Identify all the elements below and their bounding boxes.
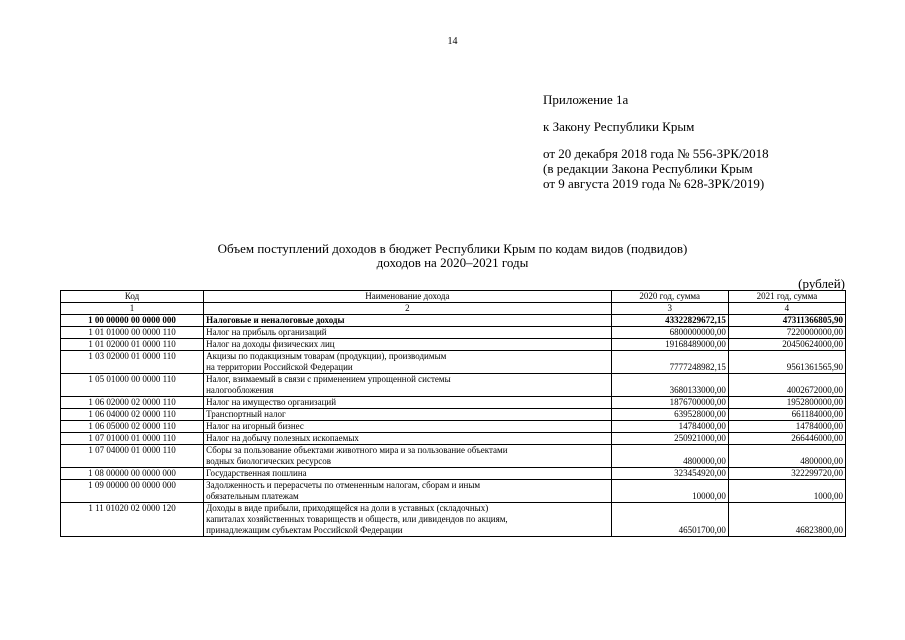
income-name [204, 397, 612, 409]
income-code: 1 06 02000 02 0000 110 [61, 397, 204, 409]
table-row [61, 351, 846, 374]
header-2021: 2021 год, сумма [728, 291, 845, 303]
income-code: 1 06 05000 02 0000 110 [61, 421, 204, 433]
income-code: 1 08 00000 00 0000 000 [61, 468, 204, 480]
amount-2021: 266446000,00 [728, 433, 845, 445]
table-row [61, 397, 846, 409]
income-name-line: Сборы за пользование объектами животного мира и за пользование объектами [206, 445, 508, 455]
table-row [61, 480, 846, 503]
income-name-line: Налог на имущество организаций [206, 397, 337, 407]
income-name-line: Государственная пошлина [206, 468, 307, 478]
appendix-edition-date: от 9 августа 2019 года № 628-ЗРК/2019) [543, 176, 765, 191]
document-title-line2: доходов на 2020–2021 годы [376, 255, 529, 270]
table-row [61, 421, 846, 433]
table-row [61, 503, 846, 537]
income-name [204, 503, 612, 537]
table-row [61, 339, 846, 351]
amount-2021: 322299720,00 [728, 468, 845, 480]
amount-2020: 43322829672,15 [611, 315, 728, 327]
table-row [61, 409, 846, 421]
income-code: 1 00 00000 00 0000 000 [61, 315, 204, 327]
income-name-line: Налог на доходы физических лиц [206, 339, 335, 349]
income-name [204, 409, 612, 421]
income-name [204, 374, 612, 397]
table-header-row [61, 291, 846, 303]
income-name-line: Налог, взимаемый в связи с применением упрощенной системы [206, 374, 451, 384]
amount-2021: 9561361565,90 [728, 351, 845, 374]
units-label: (рублей) [798, 276, 845, 291]
income-name-line: Налог на прибыль организаций [206, 327, 327, 337]
income-name [204, 433, 612, 445]
table-row [61, 445, 846, 468]
amount-2021: 47311366805,90 [728, 315, 845, 327]
amount-2020: 7777248982,15 [611, 351, 728, 374]
income-code: 1 01 01000 00 0000 110 [61, 327, 204, 339]
income-name [204, 445, 612, 468]
income-name [204, 339, 612, 351]
amount-2020: 3680133000,00 [611, 374, 728, 397]
table-row [61, 315, 846, 327]
income-name-line: Доходы в виде прибыли, приходящейся на доли в уставных (складочных) [206, 503, 489, 513]
amount-2020: 639528000,00 [611, 409, 728, 421]
amount-2020: 10000,00 [611, 480, 728, 503]
income-name-line: Транспортный налог [206, 409, 286, 419]
income-code: 1 07 04000 01 0000 110 [61, 445, 204, 468]
column-number: 1 [61, 303, 204, 315]
document-title [0, 242, 905, 270]
income-code: 1 01 02000 01 0000 110 [61, 339, 204, 351]
amount-2020: 4800000,00 [611, 445, 728, 468]
income-name-line: на территории Российской Федерации [206, 362, 353, 372]
amount-2020: 323454920,00 [611, 468, 728, 480]
income-name-line: принадлежащим субъектам Российской Федерации [206, 525, 403, 535]
income-name [204, 315, 612, 327]
page-number: 14 [447, 36, 458, 47]
income-name-line: Налоговые и неналоговые доходы [206, 315, 345, 325]
income-name-line: обязательным платежам [206, 491, 299, 501]
income-name-line: Задолженность и перерасчеты по отмененным налогам, сборам и иным [206, 480, 481, 490]
income-name [204, 351, 612, 374]
income-code: 1 09 00000 00 0000 000 [61, 480, 204, 503]
amount-2020: 19168489000,00 [611, 339, 728, 351]
table-row [61, 374, 846, 397]
appendix-law-date: от 20 декабря 2018 года № 556-ЗРК/2018 [543, 146, 769, 161]
income-code: 1 07 01000 01 0000 110 [61, 433, 204, 445]
income-code: 1 11 01020 02 0000 120 [61, 503, 204, 537]
appendix-block [543, 92, 769, 191]
income-name [204, 327, 612, 339]
amount-2021: 46823800,00 [728, 503, 845, 537]
header-name: Наименование дохода [204, 291, 612, 303]
income-name-line: Акцизы по подакцизным товарам (продукции), производимым [206, 351, 447, 361]
appendix-edition-line: (в редакции Закона Республики Крым [543, 161, 753, 176]
table-row [61, 433, 846, 445]
column-number: 2 [204, 303, 612, 315]
amount-2021: 20450624000,00 [728, 339, 845, 351]
amount-2021: 14784000,00 [728, 421, 845, 433]
table-row [61, 327, 846, 339]
amount-2020: 14784000,00 [611, 421, 728, 433]
table-column-numbers-row [61, 303, 846, 315]
amount-2020: 1876700000,00 [611, 397, 728, 409]
income-name [204, 421, 612, 433]
column-number: 3 [611, 303, 728, 315]
header-2020: 2020 год, сумма [611, 291, 728, 303]
income-table [60, 290, 846, 537]
amount-2021: 4002672000,00 [728, 374, 845, 397]
table-row [61, 468, 846, 480]
document-title-line1: Объем поступлений доходов в бюджет Республики Крым по кодам видов (подвидов) [217, 241, 688, 256]
amount-2021: 7220000000,00 [728, 327, 845, 339]
income-name-line: Налог на игорный бизнес [206, 421, 304, 431]
header-code: Код [61, 291, 204, 303]
income-name [204, 468, 612, 480]
amount-2020: 250921000,00 [611, 433, 728, 445]
income-name-line: капиталах хозяйственных товариществ и обществ, или дивидендов по акциям, [206, 514, 508, 524]
income-name [204, 480, 612, 503]
income-code: 1 05 01000 00 0000 110 [61, 374, 204, 397]
income-name-line: Налог на добычу полезных ископаемых [206, 433, 359, 443]
amount-2020: 46501700,00 [611, 503, 728, 537]
income-name-line: водных биологических ресурсов [206, 456, 332, 466]
income-code: 1 06 04000 02 0000 110 [61, 409, 204, 421]
amount-2020: 6800000000,00 [611, 327, 728, 339]
amount-2021: 661184000,00 [728, 409, 845, 421]
appendix-law-reference: к Закону Республики Крым [543, 119, 695, 134]
appendix-title: Приложение 1а [543, 92, 629, 107]
amount-2021: 1952800000,00 [728, 397, 845, 409]
table-body [61, 315, 846, 537]
amount-2021: 1000,00 [728, 480, 845, 503]
income-name-line: налогообложения [206, 385, 274, 395]
amount-2021: 4800000,00 [728, 445, 845, 468]
column-number: 4 [728, 303, 845, 315]
income-code: 1 03 02000 01 0000 110 [61, 351, 204, 374]
